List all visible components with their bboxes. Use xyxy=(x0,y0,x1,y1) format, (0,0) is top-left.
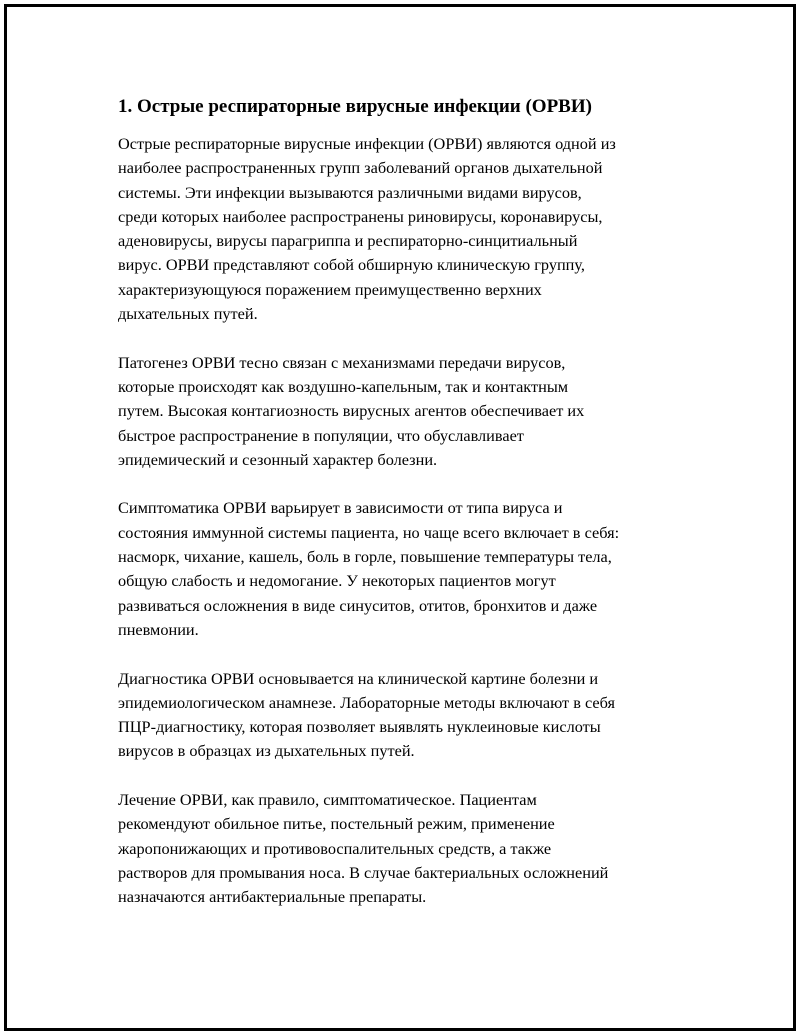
text-line: аденовирусы, вирусы парагриппа и респираторно-синцитиальный xyxy=(118,231,578,251)
paragraph-2 xyxy=(118,351,698,472)
text-line: наиболее распространенных групп заболеваний органов дыхательной xyxy=(118,158,603,178)
text-line: Симптоматика ОРВИ варьирует в зависимости от типа вируса и xyxy=(118,498,563,518)
text-line: системы. Эти инфекции вызываются различными видами вирусов, xyxy=(118,182,582,202)
text-line: вирусов в образцах из дыхательных путей. xyxy=(118,741,415,761)
text-line: среди которых наиболее распространены риновирусы, коронавирусы, xyxy=(118,206,603,226)
text-line: которые происходят как воздушно-капельным, так и контактным xyxy=(118,376,569,396)
text-line: развиваться осложнения в виде синуситов, отитов, бронхитов и даже xyxy=(118,595,598,615)
text-line: пневмонии. xyxy=(118,619,199,639)
text-line: эпидемиологическом анамнезе. Лабораторные методы включают в себя xyxy=(118,692,616,712)
paragraph-5 xyxy=(118,788,698,909)
text-line: растворов для промывания носа. В случае бактериальных осложнений xyxy=(118,862,609,882)
text-line: ПЦР-диагностику, которая позволяет выявлять нуклеиновые кислоты xyxy=(118,717,601,737)
text-line: Лечение ОРВИ, как правило, симптоматическое. Пациентам xyxy=(118,790,537,810)
text-line: быстрое распространение в популяции, что обуславливает xyxy=(118,425,524,445)
text-line: эпидемический и сезонный характер болезни. xyxy=(118,449,438,469)
text-line: насморк, чихание, кашель, боль в горле, повышение температуры тела, xyxy=(118,547,612,567)
text-line: Острые респираторные вирусные инфекции (ОРВИ) являются одной из xyxy=(118,134,616,153)
paragraph-4 xyxy=(118,667,698,764)
document-body xyxy=(118,94,698,934)
paragraph-1 xyxy=(118,132,698,326)
text-line: вирус. ОРВИ представляют собой обширную клиническую группу, xyxy=(118,255,585,275)
text-line: жаропонижающих и противовоспалительных средств, а также xyxy=(118,838,552,858)
text-line: рекомендуют обильное питье, постельный режим, применение xyxy=(118,814,555,834)
text-line: характеризующуюся поражением преимущественно верхних xyxy=(118,279,542,299)
text-line: общую слабость и недомогание. У некоторых пациентов могут xyxy=(118,571,556,591)
text-line: назначаются антибактериальные препараты. xyxy=(118,887,427,907)
section-title: 1. Острые респираторные вирусные инфекции (ОРВИ) xyxy=(118,96,592,117)
text-line: состояния иммунной системы пациента, но чаще всего включает в себя: xyxy=(118,522,620,542)
text-line: Диагностика ОРВИ основывается на клинической картине болезни и xyxy=(118,668,599,688)
text-line: путем. Высокая контагиозность вирусных агентов обеспечивает их xyxy=(118,401,585,421)
paragraph-3 xyxy=(118,496,698,642)
text-line: Патогенез ОРВИ тесно связан с механизмами передачи вирусов, xyxy=(118,352,566,372)
text-line: дыхательных путей. xyxy=(118,304,258,324)
